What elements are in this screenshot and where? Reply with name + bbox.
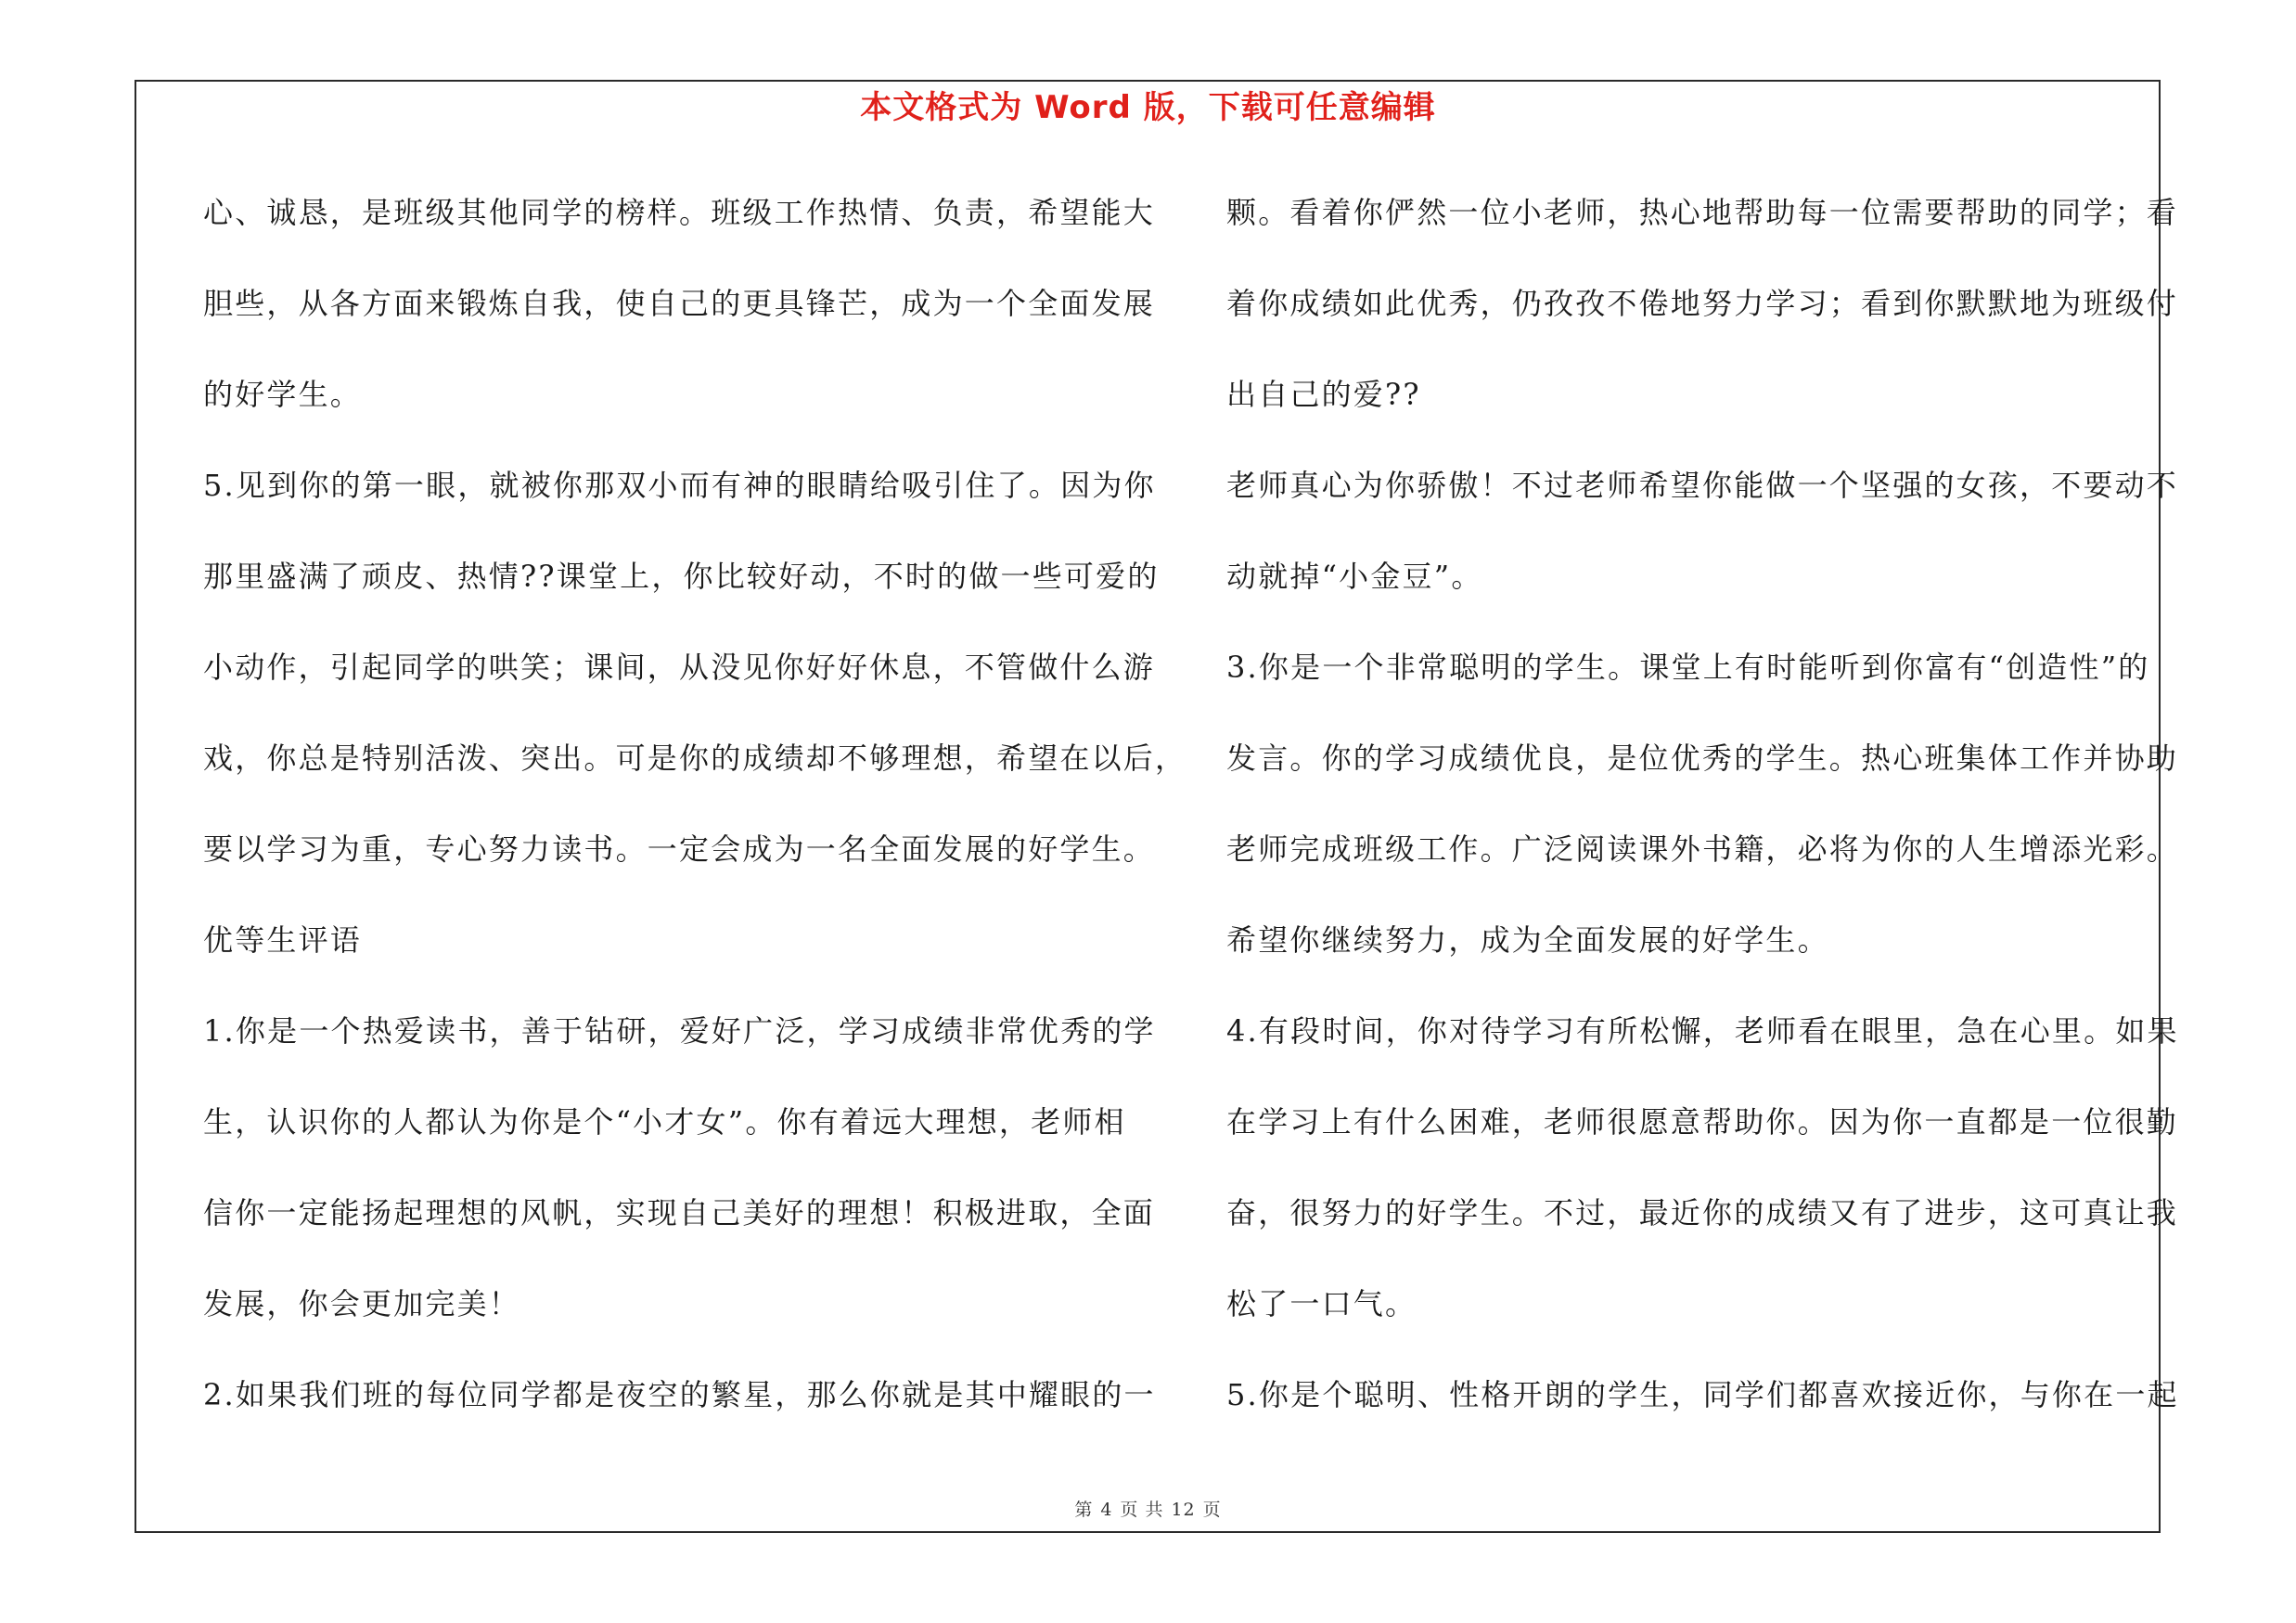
- text-line: 老师完成班级工作。广泛阅读课外书籍，必将为你的人生增添光彩。: [1226, 831, 2179, 867]
- text-line: 发展，你会更加完美！: [203, 1286, 521, 1321]
- total-page-count: 12: [1171, 1500, 1196, 1520]
- text-line: 的好学生。: [203, 377, 363, 412]
- text-line: 4.有段时间，你对待学习有所松懈，老师看在眼里，急在心里。如果: [1226, 1013, 2179, 1049]
- text-line: 奋，很努力的好学生。不过，最近你的成绩又有了进步，这可真让我: [1226, 1195, 2179, 1230]
- text-line: 生，认识你的人都认为你是个“小才女”。你有着远大理想，老师相: [203, 1104, 1126, 1140]
- text-line: 要以学习为重，专心努力读书。一定会成为一名全面发展的好学生。: [203, 831, 1156, 867]
- text-line: 胆些，从各方面来锻炼自我，使自己的更具锋芒，成为一个全面发展: [203, 286, 1156, 321]
- left-column: [203, 167, 1187, 1440]
- page-number-footer: [0, 1496, 2296, 1521]
- text-line: 5.你是个聪明、性格开朗的学生，同学们都喜欢接近你，与你在一起: [1226, 1377, 2179, 1412]
- footer-prefix: 第: [1074, 1500, 1094, 1520]
- text-line: 老师真心为你骄傲！不过老师希望你能做一个坚强的女孩，不要动不: [1226, 468, 2179, 503]
- text-line: 动就掉“小金豆”。: [1226, 559, 1483, 594]
- text-line: 颗。看着你俨然一位小老师，热心地帮助每一位需要帮助的同学；看: [1226, 195, 2179, 230]
- text-line: 小动作，引起同学的哄笑；课间，从没见你好好休息，不管做什么游: [203, 650, 1156, 685]
- text-line: 信你一定能扬起理想的风帆，实现自己美好的理想！积极进取，全面: [203, 1195, 1156, 1230]
- text-line: 2.如果我们班的每位同学都是夜空的繁星，那么你就是其中耀眼的一: [203, 1377, 1156, 1412]
- text-line: 希望你继续努力，成为全面发展的好学生。: [1226, 922, 1829, 958]
- text-line: 戏，你总是特别活泼、突出。可是你的成绩却不够理想，希望在以后，: [203, 741, 1187, 776]
- text-line: 松了一口气。: [1226, 1286, 1417, 1321]
- text-line: 心、诚恳，是班级其他同学的榜样。班级工作热情、负责，希望能大: [203, 195, 1156, 230]
- text-line: 1.你是一个热爱读书，善于钻研，爱好广泛，学习成绩非常优秀的学: [203, 1013, 1156, 1049]
- text-line: 着你成绩如此优秀，仍孜孜不倦地努力学习；看到你默默地为班级付: [1226, 286, 2179, 321]
- text-line: 5.见到你的第一眼，就被你那双小而有神的眼睛给吸引住了。因为你: [203, 468, 1156, 503]
- text-line: 出自己的爱??: [1226, 377, 1421, 412]
- section-heading: 优等生评语: [203, 922, 363, 958]
- footer-middle: 页 共: [1120, 1500, 1164, 1520]
- current-page-number: 4: [1100, 1500, 1113, 1520]
- right-column: [1226, 167, 2179, 1440]
- text-line: 3.你是一个非常聪明的学生。课堂上有时能听到你富有“创造性”的: [1226, 650, 2150, 685]
- footer-suffix: 页: [1202, 1500, 1222, 1520]
- text-line: 发言。你的学习成绩优良，是位优秀的学生。热心班集体工作并协助: [1226, 741, 2179, 776]
- header-banner: 本文格式为 Word 版，下载可任意编辑: [860, 89, 1436, 126]
- text-line: 那里盛满了顽皮、热情??课堂上，你比较好动，不时的做一些可爱的: [203, 559, 1160, 594]
- text-line: 在学习上有什么困难，老师很愿意帮助你。因为你一直都是一位很勤: [1226, 1104, 2179, 1140]
